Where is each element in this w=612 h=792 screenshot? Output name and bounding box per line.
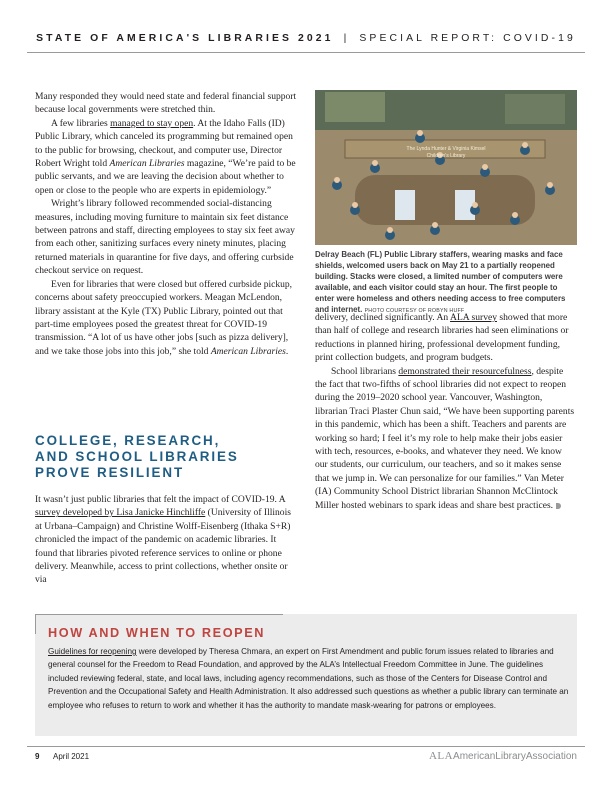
box-top-rule	[35, 614, 283, 615]
guidelines-link[interactable]: Guidelines for reopening	[48, 647, 137, 656]
report-title: SPECIAL REPORT: COVID-19	[359, 33, 576, 44]
stay-open-link[interactable]: managed to stay open	[110, 117, 194, 129]
photo-credit: PHOTO COURTESY OF ROBYN HUFF	[364, 307, 465, 314]
running-header	[0, 33, 612, 44]
hinchliffe-survey-link[interactable]: survey developed by Lisa Janicke Hinchliffe	[35, 507, 206, 519]
footer-rule	[27, 746, 585, 747]
staff-group-photo	[315, 90, 577, 245]
paragraph: Wright’s library followed recommended social-distancing measures, including moving furniture to maintain six feet distance between patrons and staff, directing employees to stay six feet away from each other, sanitizing surfaces every ninety minutes, placing returned materials in quarantine for five days, and offering curbside checkout service on request.	[35, 198, 295, 277]
paragraph: It wasn’t just public libraries that felt the impact of COVID-19. A survey developed by Lisa Janicke Hinchliffe (University of Illinois at Urbana–Campaign) and Christine Wolff-Eisenberg (Ithaka S+R) chronicled the impact of the pandemic on academic libraries. It found that libraries pivoted reference services to online or phone delivery. Meanwhile, access to print collections, whether onsite or via	[35, 494, 291, 586]
header-rule	[27, 52, 585, 53]
sidebar-title: HOW AND WHEN TO REOPEN	[48, 626, 266, 640]
header-separator: |	[343, 33, 350, 44]
sidebar-text: Guidelines for reopening were developed by Theresa Chmara, an expert on First Amendment and public forum issues related to libraries and general counsel for the Freedom to Read Foundation, and approved by the ALA’s Intellectual Freedom Committee in June. The guidelines included reviewing federal, state, and local laws, including agency recommendations, such as those of the Centers for Disease Control and Prevention and the Occupational Safety and Health Administration. It also addressed such questions as whether a public library can terminate an employee who refuses to return to work and whether it has the authority to mandate mask-wearing for patrons or employees.	[48, 647, 569, 710]
publication-title: STATE OF AMERICA'S LIBRARIES 2021	[36, 33, 334, 44]
ala-logo: ALAAmericanLibraryAssociation	[428, 750, 577, 762]
paragraph: delivery, declined significantly. An ALA survey showed that more than half of college and research libraries had seen eliminations or reductions in planned hiring, professional development funding, print collection budgets, and program budgets.	[315, 312, 569, 364]
paragraph: A few libraries managed to stay open. At the Idaho Falls (ID) Public Library, which canceled its programming but remained open to the public for browsing, checkout, and computer use, Director Robert Wright told American Libraries magazine, “We’re paid to be public servants, and we are leaving the decision about whether to open or close to the people who are experts in epidemiology.”	[35, 117, 296, 196]
photo-sign-line2: Children's Library	[426, 153, 466, 159]
paragraph: School librarians demonstrated their resourcefulness, despite the fact that two-fifths of school libraries did not expect to reopen during the 2019–2020 school year. Vancouver, Washington, librarian Traci Plaster Chun said, “We have been supporting parents in this pandemic, which has been a shift. Teachers and parents are working so hard; I feel it’s my role to help make their jobs easier with tech, resources, e-books, and whatever they need. We know our students, our curriculum, our teachers, and so it makes sense that we jump in. We can personalize for our families.” Van Meter (IA) Community School District librarian Shannon McClintock Miller hosted webinars to spark ideas and share best practices.	[315, 365, 575, 511]
section-body	[35, 493, 298, 587]
section-heading: COLLEGE, RESEARCH, AND SCHOOL LIBRARIES PROVE RESILIENT	[35, 433, 239, 481]
paragraph: Even for libraries that were closed but offered curbside pickup, concerns about safety preoccupied workers. Meagan McLendon, library assistant at the Kyle (TX) Public Library, pointed out that part-time employees posed the greatest threat for COVID-19 transmission. “A lot of us have other jobs [such as pizza delivery], and we take those jobs into this job,” she told American Libraries.	[35, 278, 293, 357]
issue-date: April 2021	[53, 752, 90, 761]
resourcefulness-link[interactable]: demonstrated their resourcefulness	[398, 365, 532, 377]
photo-sign-line1: The Lynda Hunter & Virginia Kimsel	[406, 146, 486, 152]
right-column	[315, 311, 577, 512]
end-of-article-icon	[556, 503, 561, 509]
paragraph: Many responded they would need state and federal financial support because local governments were stretched thin.	[35, 91, 297, 116]
photo-caption: Delray Beach (FL) Public Library staffers, wearing masks and face shields, welcomed users back on May 21 to a partially reopened building. Stacks were closed, a limited number of computers were available, and each visitor could stay an hour. The first people to enter were homeless and others needing access to free computers and internet. PHOTO COURTESY OF ROBYN HUFF	[315, 250, 566, 314]
group-photo-icon	[315, 90, 577, 245]
ala-survey-link[interactable]: ALA survey	[450, 312, 497, 323]
page-number: 9	[35, 752, 40, 761]
left-column	[35, 90, 298, 358]
box-side-rule	[35, 614, 36, 634]
